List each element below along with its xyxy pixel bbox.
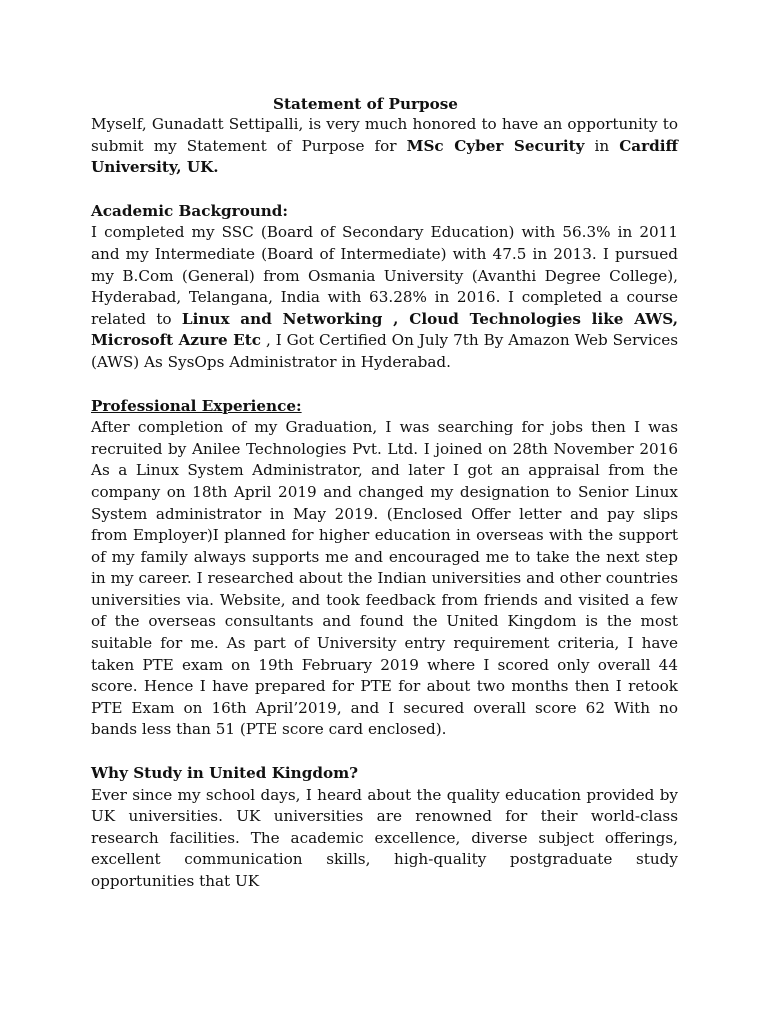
why-uk-heading: Why Study in United Kingdom?: [91, 764, 359, 783]
professional-paragraph: After completion of my Graduation, I was searching for jobs then I was recruited by Anilee Technologies Pvt. Ltd. I joined on 28th November 2016 As a Linux System Administrator, and later I got an appraisal from the company on 18th April 2019 and changed my designation to Senior Linux System administrator in May 2019. (Enclosed Offer letter and pay slips from Employer)I planned for higher education in overseas with the support of my family always supports me and encouraged me to take the next step in my career. I researched about the Indian universities and other countries universities via. Website, and took feedback from friends and visited a few of the overseas consultants and found the United Kingdom is the most suitable for me. As part of University entry requirement criteria, I have taken PTE exam on 19th February 2019 where I scored only overall 44 score. Hence I have prepared for PTE for about two months then I retook PTE Exam on 16th April’2019, and I secured overall score 62 With no bands less than 51 (PTE score card enclosed).: [91, 418, 678, 739]
section-gap: [91, 374, 678, 396]
academic-text-2: , I Got Certified On July 7th By Amazon Web Services (AWS) As SysOps Administrator in Hyderabad.: [91, 331, 679, 371]
section-gap: [91, 741, 678, 763]
intro-course: MSc Cyber Security: [406, 136, 585, 155]
professional-heading: Professional Experience:: [91, 396, 302, 415]
intro-university: Cardiff University, UK.: [91, 136, 678, 177]
document-page: [91, 94, 678, 893]
academic-paragraph: [91, 222, 678, 373]
why-uk-paragraph: Ever since my school days, I heard about the quality education provided by UK universities. UK universities are renowned for their world-class research facilities. The academic excellence, diverse subject offerings, excellent communication skills, high-quality postgraduate study opportunities that UK: [91, 785, 678, 890]
intro-text-2: in: [584, 136, 620, 155]
academic-text-1: I completed my SSC (Board of Secondary Education) with 56.3% in 2011 and my Intermediate (Board of Intermediate) with 47.5 in 2013. I pursued my B.Com (General) from Osmania University (Avanthi Degree College), Hyderabad, Telangana, India with 63.28% in 2016. I completed a course related to: [91, 223, 678, 328]
academic-heading: Academic Background:: [91, 201, 289, 220]
intro-text-1: Myself, Gunadatt Settipalli, is very much honored to have an opportunity to submit my Statement of Purpose for: [91, 115, 678, 155]
document-title: Statement of Purpose: [273, 95, 458, 113]
intro-paragraph: [91, 114, 678, 179]
section-gap: [91, 179, 678, 201]
academic-bold-courses: Linux and Networking , Cloud Technologies like AWS, Microsoft Azure Etc: [91, 309, 678, 350]
